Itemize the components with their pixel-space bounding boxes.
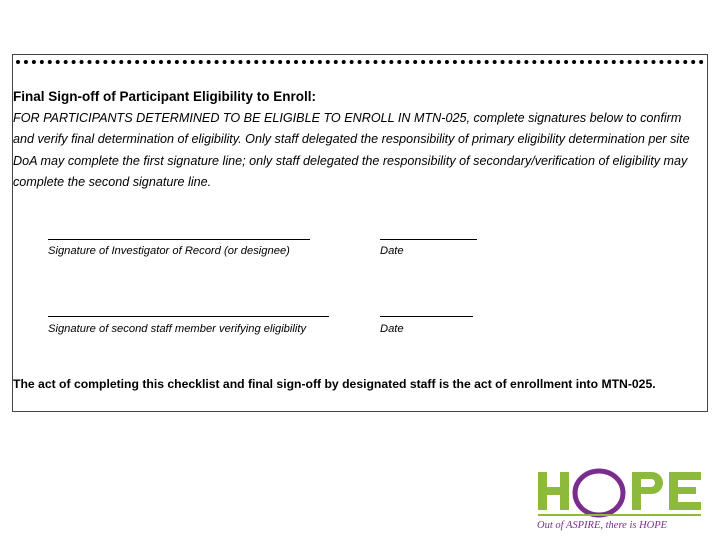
signature-label-investigator: Signature of Investigator of Record (or designee) [48,245,290,257]
dotted-divider [16,60,704,64]
date-label-investigator: Date [380,245,404,257]
signature-line-second-staff[interactable] [48,316,329,317]
form-instructions: FOR PARTICIPANTS DETERMINED TO BE ELIGIBLE TO ENROLL IN MTN-025, complete signatures below to confirm and verify final determination of eligibility. Only staff delegated the responsibility of primary eligibility determination per site DoA may complete the first signature line; only staff delegated the responsibility of secondary/verification of eligibility may complete the second signature line. [13,111,690,189]
signature-label-second-staff: Signature of second staff member verifying eligibility [48,323,307,335]
logo-tagline: Out of ASPIRE, there is HOPE [537,520,668,531]
date-line-investigator[interactable] [380,239,477,240]
form-heading: Final Sign-off of Participant Eligibility to Enroll: [13,89,316,104]
eligibility-signoff-form [12,54,708,412]
signature-line-investigator[interactable] [48,239,310,240]
enrollment-statement: The act of completing this checklist and final sign-off by designated staff is the act of enrollment into MTN-025. [13,377,656,391]
date-label-second-staff: Date [380,323,404,335]
date-line-second-staff[interactable] [380,316,473,317]
